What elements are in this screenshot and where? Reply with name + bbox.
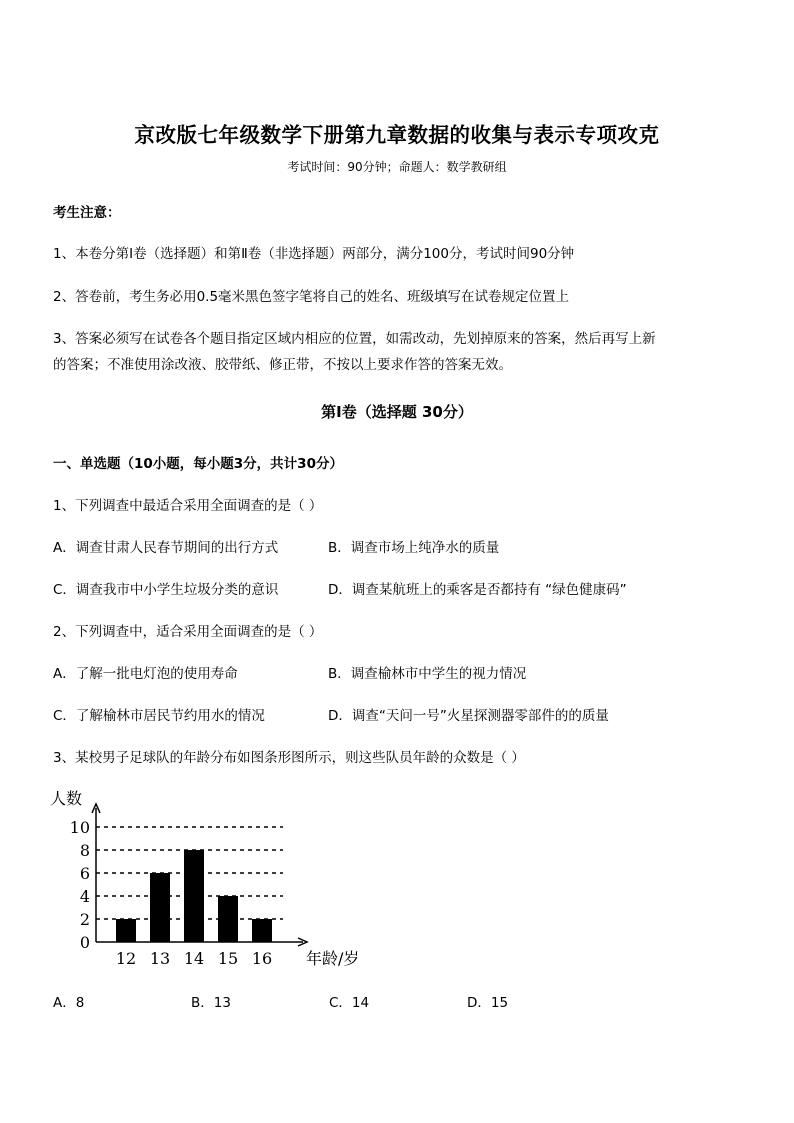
x-tick-labels — [116, 949, 272, 968]
y-tick-labels — [70, 818, 90, 952]
y-tick-label: 8 — [79, 841, 90, 860]
option-b[interactable]: B．13 — [191, 995, 231, 1011]
notice-item: 2、答卷前，考生务必用0.5毫米黑色签字笔将自己的姓名、班级填写在试卷规定位置上 — [53, 289, 570, 305]
x-tick-label: 16 — [251, 949, 273, 968]
y-tick-label: 10 — [69, 818, 90, 837]
option-b[interactable]: B．调查市场上纯净水的质量 — [328, 540, 500, 556]
option-a[interactable]: A．调查甘肃人民春节期间的出行方式 — [53, 540, 279, 556]
option-c[interactable]: C．了解榆林市居民节约用水的情况 — [53, 708, 265, 724]
option-c[interactable]: C．14 — [329, 995, 370, 1011]
question-stem: 1、下列调查中最适合采用全面调查的是（ ） — [53, 498, 323, 514]
notice-item: 的答案；不准使用涂改液、胶带纸、修正带，不按以上要求作答的答案无效。 — [53, 357, 512, 373]
bar — [150, 873, 170, 942]
bar — [116, 919, 136, 942]
option-b[interactable]: B．调查榆林市中学生的视力情况 — [328, 666, 527, 682]
notice-item: 1、本卷分第Ⅰ卷（选择题）和第Ⅱ卷（非选择题）两部分，满分100分，考试时间90分钟 — [53, 246, 575, 262]
option-d[interactable]: D．调查“天问一号”火星探测器零部件的的质量 — [328, 708, 609, 724]
part-heading: 一、单选题（10小题，每小题3分，共计30分） — [53, 456, 343, 472]
y-tick-label: 6 — [79, 864, 90, 883]
x-tick-label: 12 — [115, 949, 137, 968]
option-c[interactable]: C．调查我市中小学生垃圾分类的意识 — [53, 582, 279, 598]
y-tick-label: 4 — [79, 887, 90, 906]
y-axis-label: 人数 — [50, 789, 83, 808]
option-d[interactable]: D．15 — [467, 995, 509, 1011]
bar — [218, 896, 238, 942]
y-tick-label: 2 — [79, 910, 90, 929]
x-tick-label: 14 — [183, 949, 205, 968]
notice-heading: 考生注意： — [53, 205, 121, 221]
exam-subtitle: 考试时间：90分钟；命题人：数学教研组 — [287, 160, 507, 174]
page-title: 京改版七年级数学下册第九章数据的收集与表示专项攻克 — [134, 123, 660, 147]
option-a[interactable]: A．了解一批电灯泡的使用寿命 — [53, 666, 238, 682]
y-tick-label: 0 — [79, 933, 90, 952]
question-stem: 2、下列调查中，适合采用全面调查的是（ ） — [53, 624, 323, 640]
section-title: 第Ⅰ卷（选择题 30分） — [321, 403, 473, 421]
bar — [252, 919, 272, 942]
x-tick-label: 15 — [217, 949, 239, 968]
x-tick-label: 13 — [149, 949, 171, 968]
age-bar-chart — [48, 784, 378, 974]
bar — [184, 850, 204, 942]
option-a[interactable]: A．8 — [53, 995, 85, 1011]
notice-item: 3、答案必须写在试卷各个题目指定区域内相应的位置，如需改动，先划掉原来的答案，然后再写上新 — [53, 331, 656, 347]
question-stem: 3、某校男子足球队的年龄分布如图条形图所示，则这些队员年龄的众数是（ ） — [53, 750, 525, 766]
x-axis-label: 年龄/岁 — [306, 949, 360, 968]
option-d[interactable]: D．调查某航班上的乘客是否都持有 “绿色健康码” — [328, 582, 627, 598]
